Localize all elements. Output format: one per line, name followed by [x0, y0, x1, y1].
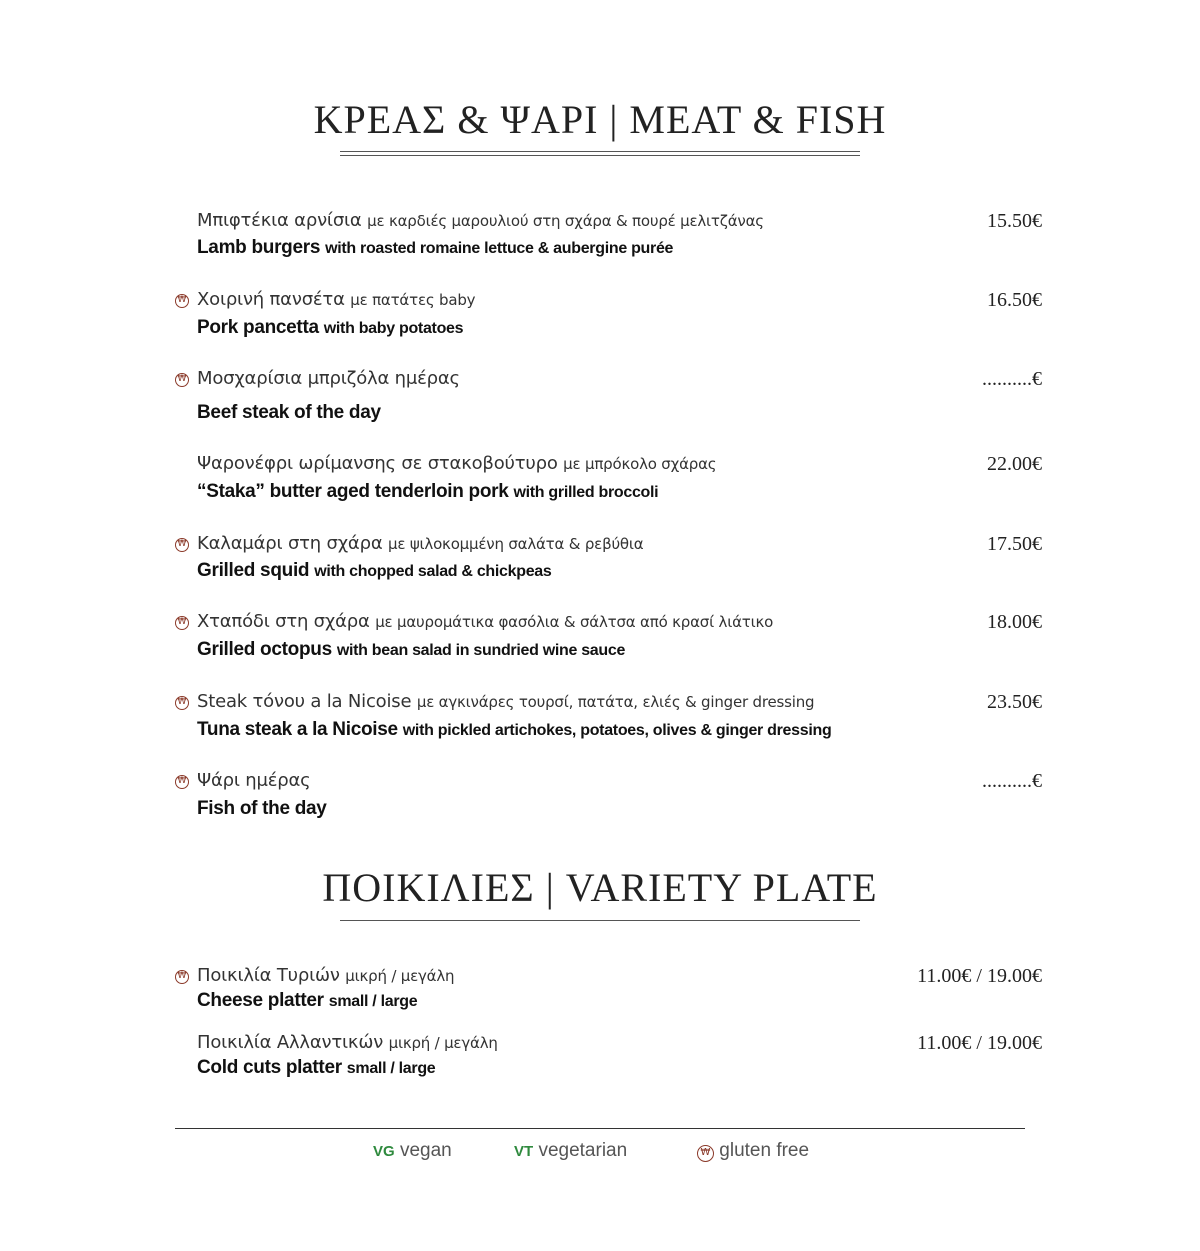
greek-name: Χοιρινή πανσέτα	[197, 289, 345, 310]
item-name-greek	[197, 453, 716, 474]
greek-name: Μοσχαρίσια μπριζόλα ημέρας	[197, 368, 460, 389]
gluten-free-icon: ₩	[175, 538, 189, 552]
menu-item	[0, 691, 1200, 751]
greek-name: Ψαρονέφρι ωρίμανσης σε στακοβούτυρο	[197, 453, 558, 474]
english-name: Beef steak of the day	[197, 402, 381, 423]
greek-desc: με ψιλοκομμένη σαλάτα & ρεβύθια	[388, 535, 644, 553]
item-name-greek	[197, 770, 311, 791]
english-name: Grilled octopus	[197, 639, 332, 660]
greek-name: Μπιφτέκια αρνίσια	[197, 210, 362, 231]
item-name-english	[197, 560, 552, 582]
greek-name: Ψάρι ημέρας	[197, 770, 311, 791]
item-name-english	[197, 798, 327, 820]
item-name-english	[197, 990, 417, 1012]
item-name-english	[197, 719, 831, 741]
english-name: Cheese platter	[197, 990, 324, 1011]
menu-item	[0, 533, 1200, 593]
item-name-greek	[197, 533, 643, 554]
legend-gluten-free-label: gluten free	[719, 1140, 810, 1161]
english-desc: with baby potatoes	[323, 320, 464, 337]
item-price: 11.00€ / 19.00€	[917, 1032, 1042, 1054]
item-price: ..........€	[982, 770, 1042, 792]
legend-gluten-free	[697, 1140, 809, 1162]
greek-name: Ποικιλία Τυριών	[197, 965, 340, 986]
section-title-variety-plate: ΠΟΙΚΙΛΙΕΣ | VARIETY PLATE	[322, 865, 878, 910]
legend-vegetarian	[514, 1140, 627, 1162]
gluten-free-icon: ₩	[697, 1145, 714, 1162]
gluten-free-icon: ₩	[175, 775, 189, 789]
english-name: Grilled squid	[197, 560, 310, 581]
greek-desc: μικρή / μεγάλη	[345, 967, 455, 985]
legend-vegan-label: vegan	[399, 1140, 452, 1161]
menu-item	[0, 770, 1200, 830]
english-name: Tuna steak a la Nicoise	[197, 719, 398, 740]
english-desc: small / large	[328, 993, 418, 1010]
item-name-greek	[197, 691, 814, 712]
greek-desc: με καρδιές μαρουλιού στη σχάρα & πουρέ μελιτζάνας	[367, 212, 764, 230]
item-price: 18.00€	[987, 611, 1042, 633]
item-name-greek	[197, 611, 773, 632]
item-price: 22.00€	[987, 453, 1042, 475]
vegetarian-icon: VT	[514, 1143, 534, 1160]
gluten-free-icon: ₩	[175, 970, 189, 984]
item-price: 17.50€	[987, 533, 1042, 555]
greek-name: Ποικιλία Αλλαντικών	[197, 1032, 384, 1053]
item-price: 23.50€	[987, 691, 1042, 713]
title-divider	[340, 920, 860, 921]
greek-name: Καλαμάρι στη σχάρα	[197, 533, 383, 554]
greek-desc: με αγκινάρες τουρσί, πατάτα, ελιές & ginger dressing	[416, 693, 815, 711]
item-name-greek	[197, 289, 475, 310]
menu-item	[0, 368, 1200, 428]
footer-divider	[175, 1128, 1025, 1129]
menu-item	[0, 210, 1200, 270]
greek-desc: με πατάτες baby	[350, 291, 476, 309]
gluten-free-icon: ₩	[175, 616, 189, 630]
english-desc: with chopped salad & chickpeas	[314, 563, 552, 580]
item-price: 16.50€	[987, 289, 1042, 311]
greek-desc: με μπρόκολο σχάρας	[563, 455, 717, 473]
item-name-english	[197, 237, 673, 259]
greek-desc: μικρή / μεγάλη	[388, 1034, 498, 1052]
item-price: 11.00€ / 19.00€	[917, 965, 1042, 987]
gluten-free-icon: ₩	[175, 373, 189, 387]
menu-item	[0, 289, 1200, 349]
item-name-english	[197, 317, 463, 339]
greek-desc: με μαυρομάτικα φασόλια & σάλτσα από κρασί λιάτικο	[375, 613, 774, 631]
item-name-greek	[197, 368, 460, 389]
legend-vegan	[373, 1140, 452, 1162]
greek-name: Steak τόνου a la Nicoise	[197, 691, 412, 712]
item-price: ..........€	[982, 368, 1042, 390]
item-name-english	[197, 481, 658, 503]
greek-name: Χταπόδι στη σχάρα	[197, 611, 370, 632]
vegan-icon: VG	[373, 1143, 395, 1160]
item-name-greek	[197, 1032, 498, 1053]
item-name-english	[197, 639, 625, 661]
section-title-meat-fish: ΚΡΕΑΣ & ΨΑΡΙ | MEAT & FISH	[313, 97, 887, 142]
english-name: Pork pancetta	[197, 317, 319, 338]
english-name: “Staka” butter aged tenderloin pork	[197, 481, 509, 502]
menu-item	[0, 965, 1200, 1025]
english-name: Cold cuts platter	[197, 1057, 342, 1078]
item-name-greek	[197, 210, 764, 231]
menu-item	[0, 1032, 1200, 1092]
gluten-free-icon: ₩	[175, 696, 189, 710]
english-desc: small / large	[346, 1060, 436, 1077]
item-name-english	[197, 402, 381, 424]
english-desc: with bean salad in sundried wine sauce	[336, 642, 626, 659]
english-desc: with grilled broccoli	[513, 484, 659, 501]
item-name-english	[197, 1057, 435, 1079]
item-name-greek	[197, 965, 454, 986]
english-desc: with pickled artichokes, potatoes, olives & ginger dressing	[402, 722, 832, 739]
gluten-free-icon: ₩	[175, 294, 189, 308]
english-name: Fish of the day	[197, 798, 327, 819]
title-divider	[340, 151, 860, 156]
english-desc: with roasted romaine lettuce & aubergine purée	[325, 240, 674, 257]
item-price: 15.50€	[987, 210, 1042, 232]
english-name: Lamb burgers	[197, 237, 321, 258]
menu-item	[0, 611, 1200, 671]
menu-item	[0, 453, 1200, 513]
legend-vegetarian-label: vegetarian	[538, 1140, 628, 1161]
